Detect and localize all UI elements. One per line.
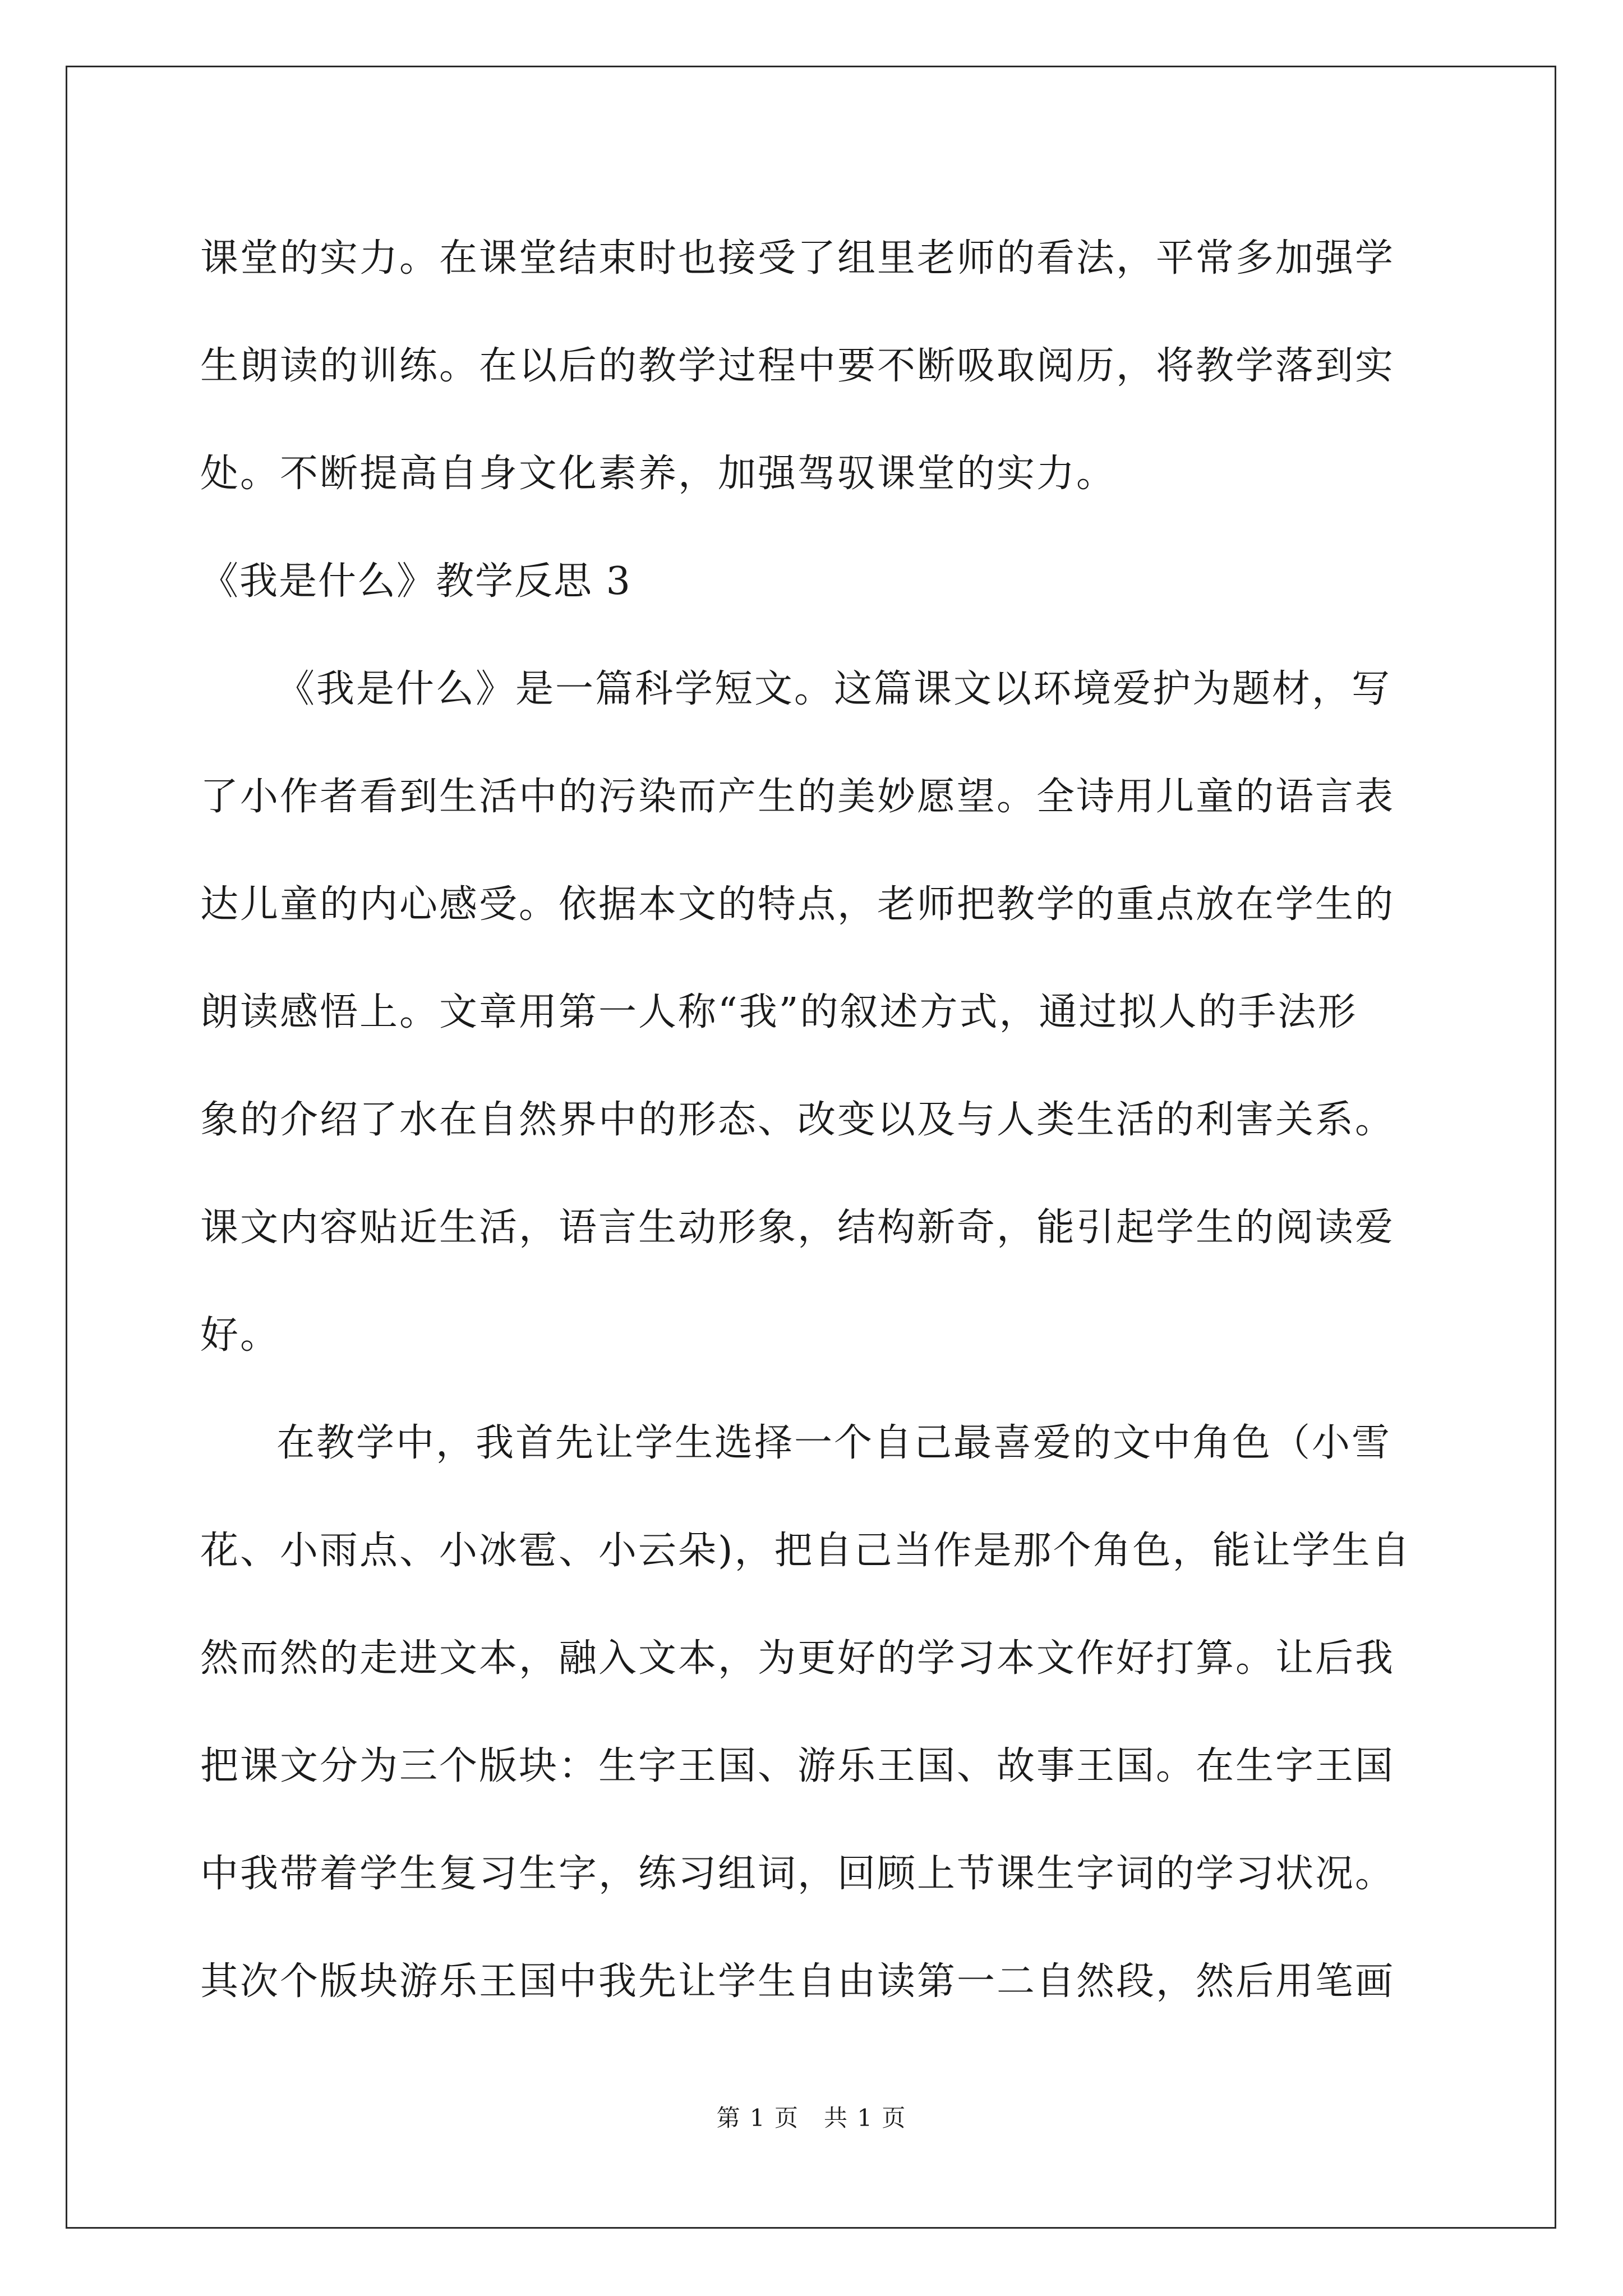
page-number-footer: 第 1 页 共 1 页	[716, 2104, 907, 2132]
text-line: 在教学中，我首先让学生选择一个自己最喜爱的文中角色（小雪	[276, 1421, 1392, 1465]
text-line: 处。不断提高自身文化素养，加强驾驭课堂的实力。	[200, 452, 1117, 496]
text-line: 然而然的走进文本，融入文本，为更好的学习本文作好打算。让后我	[200, 1636, 1395, 1681]
text-line: 生朗读的训练。在以后的教学过程中要不断吸取阅历，将教学落到实	[200, 344, 1395, 388]
text-line: 课堂的实力。在课堂结束时也接受了组里老师的看法，平常多加强学	[200, 236, 1395, 280]
text-line: 了小作者看到生活中的污染而产生的美妙愿望。全诗用儿童的语言表	[200, 775, 1395, 819]
text-line: 课文内容贴近生活，语言生动形象，结构新奇，能引起学生的阅读爱	[200, 1205, 1395, 1250]
text-line: 达儿童的内心感受。依据本文的特点，老师把教学的重点放在学生的	[200, 882, 1395, 927]
text-line: 其次个版块游乐王国中我先让学生自由读第一二自然段，然后用笔画	[200, 1959, 1395, 2004]
document-body	[200, 205, 1434, 2036]
text-line: 好。	[200, 1313, 280, 1358]
text-line: 把课文分为三个版块：生字王国、游乐王国、故事王国。在生字王国	[200, 1744, 1395, 1788]
text-line: 花、小雨点、小冰雹、小云朵)，把自己当作是那个角色，能让学生自	[200, 1529, 1412, 1573]
text-line: 朗读感悟上。文章用第一人称“我”的叙述方式，通过拟人的手法形	[200, 990, 1358, 1034]
text-line: 中我带着学生复习生字，练习组词，回顾上节课生字词的学习状况。	[200, 1852, 1395, 1896]
text-line: 象的介绍了水在自然界中的形态、改变以及与人类生活的利害关系。	[200, 1098, 1395, 1142]
text-line: 《我是什么》是一篇科学短文。这篇课文以环境爱护为题材，写	[276, 667, 1392, 711]
section-heading: 《我是什么》教学反思 3	[200, 559, 631, 604]
